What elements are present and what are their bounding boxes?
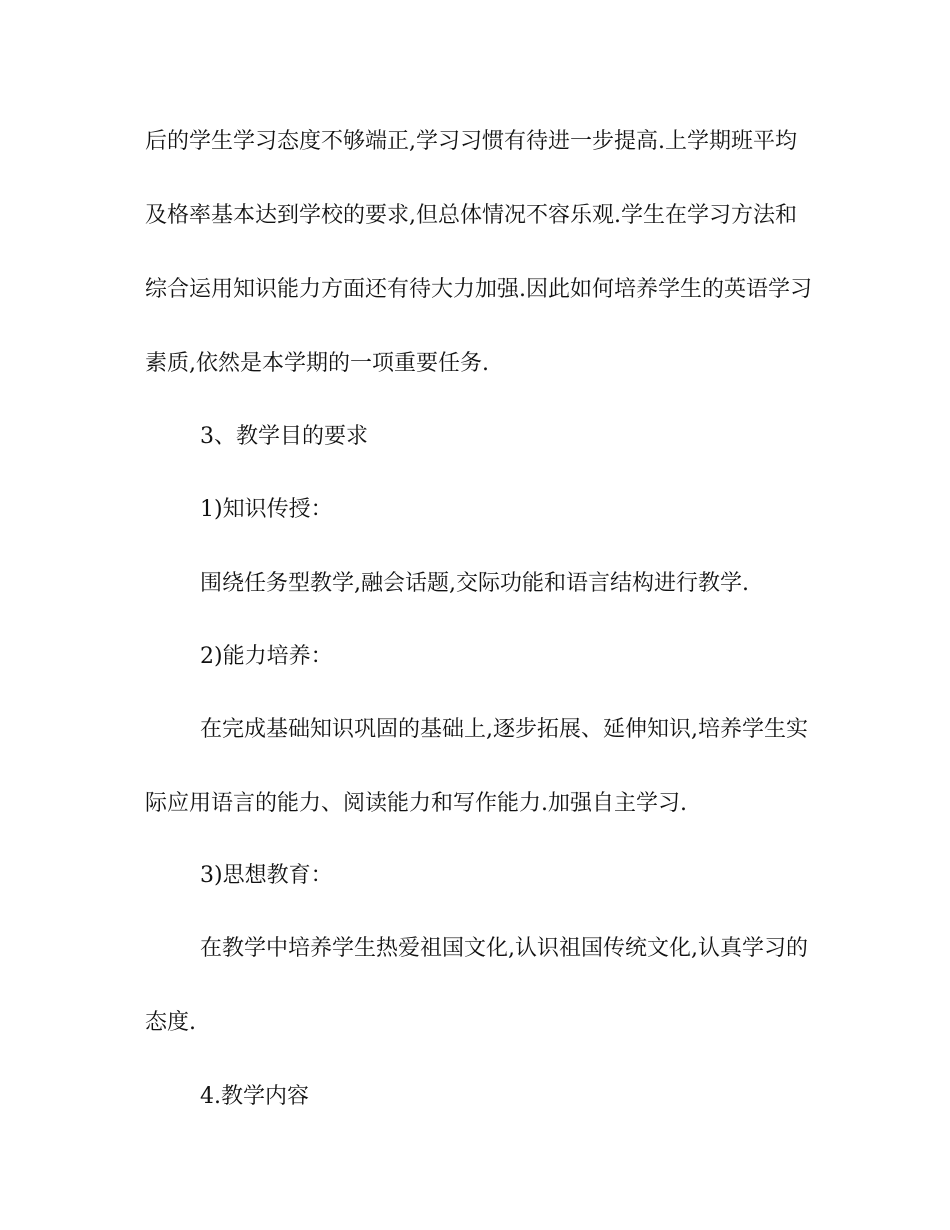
body-text-line: 素质,依然是本学期的一项重要任务. — [145, 351, 489, 376]
body-text-line: 态度. — [145, 1010, 196, 1035]
body-text-line: 在教学中培养学生热爱祖国文化,认识祖国传统文化,认真学习的 — [200, 936, 808, 961]
subsection-heading: 3)思想教育： — [200, 863, 333, 888]
subsection-heading: 1)知识传授： — [200, 497, 333, 522]
body-text-line: 在完成基础知识巩固的基础上,逐步拓展、延伸知识,培养学生实 — [200, 717, 808, 742]
body-text-line: 围绕任务型教学,融会话题,交际功能和语言结构进行教学. — [200, 571, 749, 596]
body-text-line: 际应用语言的能力、阅读能力和写作能力.加强自主学习. — [145, 791, 687, 816]
body-text-line: 综合运用知识能力方面还有待大力加强.因此如何培养学生的英语学习 — [145, 277, 812, 302]
section-heading: 3、教学目的要求 — [200, 424, 368, 449]
body-text-line: 及格率基本达到学校的要求,但总体情况不容乐观.学生在学习方法和 — [145, 203, 797, 228]
section-heading: 4.教学内容 — [200, 1084, 309, 1109]
subsection-heading: 2)能力培养： — [200, 644, 333, 669]
body-text-line: 后的学生学习态度不够端正,学习习惯有待进一步提高.上学期班平均 — [145, 129, 797, 154]
